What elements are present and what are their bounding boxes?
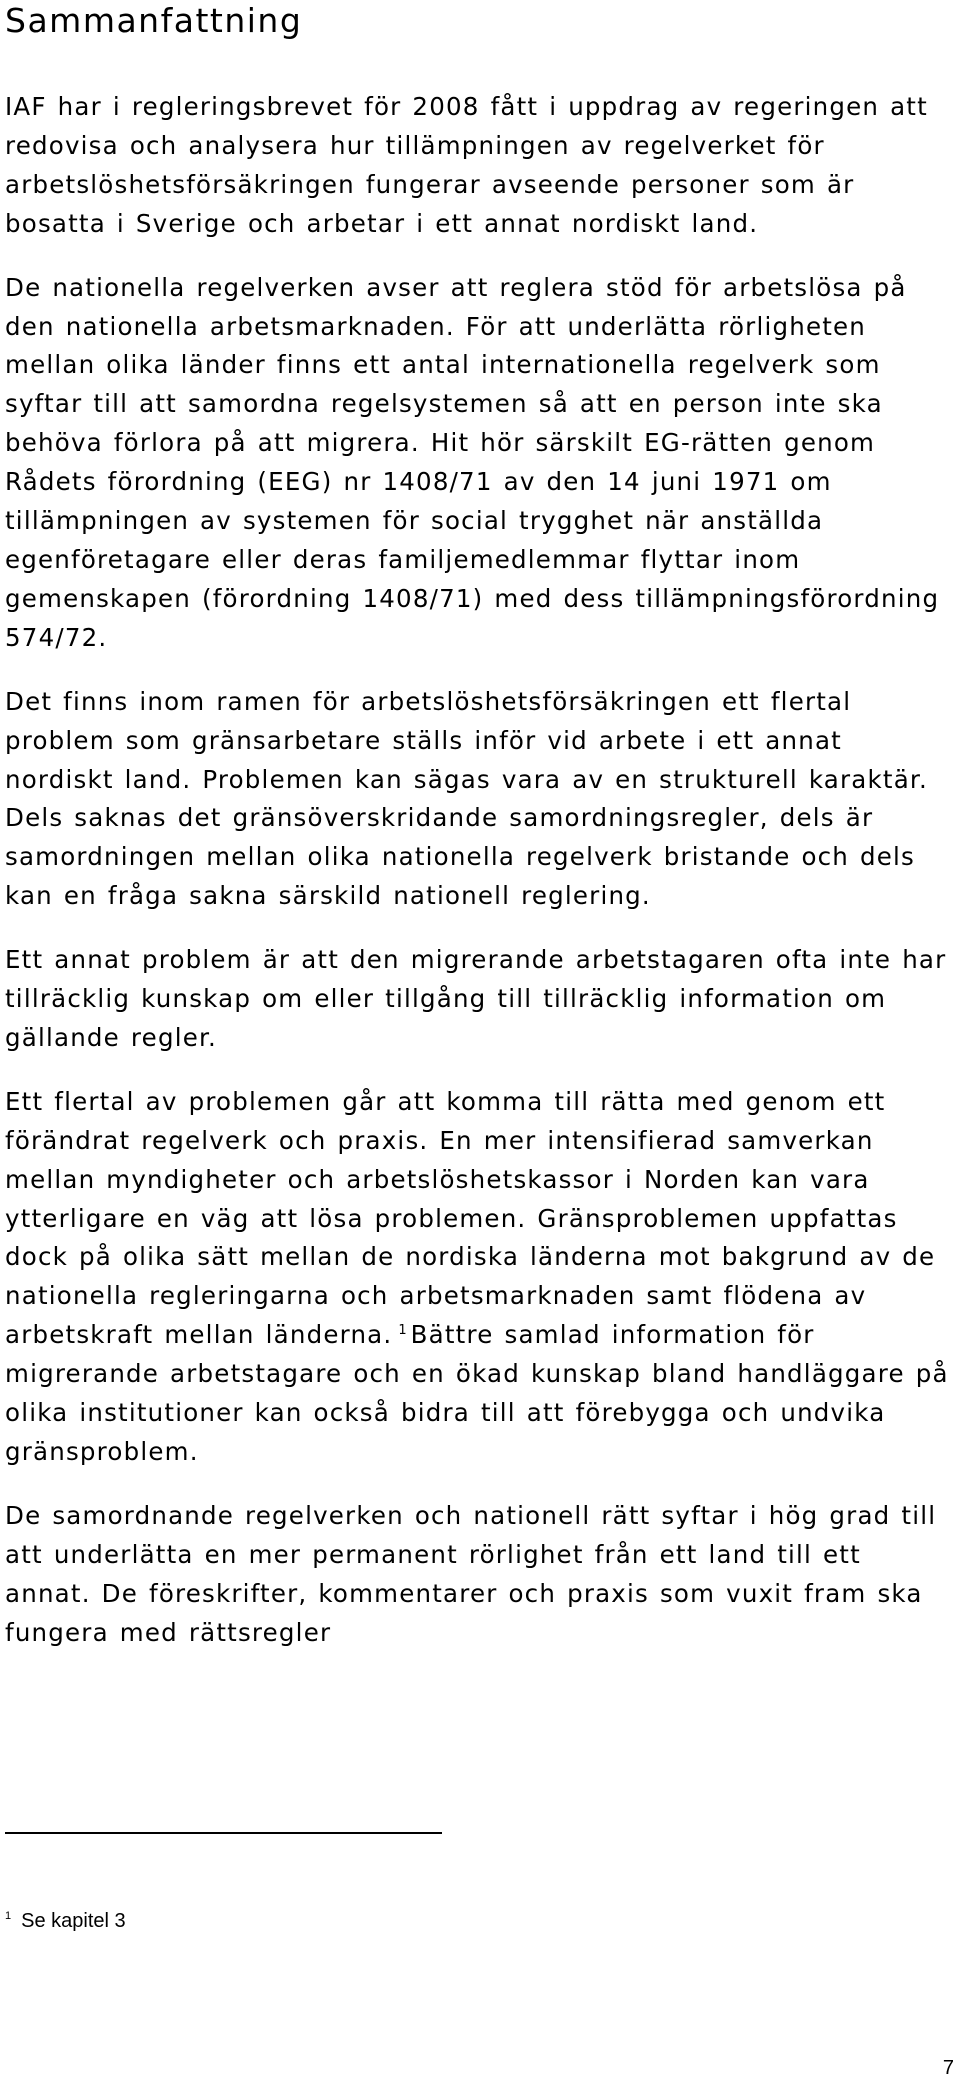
footnote-number: 1 — [5, 1910, 12, 1923]
paragraph-assignment: IAF har i regleringsbrevet för 2008 fått i uppdrag av regeringen att redovisa och analysera hur tillämpningen av regelverket för arbetslöshetsförsäkringen fungerar avseende personer som är bosatta i Sverige och arbetar i ett annat nordiskt land. — [5, 92, 928, 238]
paragraph-solutions — [5, 1083, 950, 1472]
footnote-divider — [5, 1832, 442, 1834]
paragraph-coordination: De samordnande regelverken och nationell rätt syftar i hög grad till att underlätta en mer permanent rörlighet från ett land till ett annat. De föreskrifter, kommentarer och praxis som vuxit fram ska fungera med rättsregler — [5, 1500, 937, 1647]
paragraph-regulations: De nationella regelverken avser att reglera stöd för arbetslösa på den nationella arbetsmarknaden. För att underlätta rörligheten mellan olika länder finns ett antal internationella regelverk som syftar till att samordna regelsystemen så att en person inte ska behöva förlora på att migrera. Hit hör särskilt EG-rätten genom Rådets förordning (EEG) nr 1408/71 av den 14 juni 1971 om tillämpningen av systemen för social trygghet när anställda egenföretagare eller deras familjemedlemmar flyttar inom gemenskapen (förordning 1408/71) med dess tillämpningsförordning 574/72. — [5, 272, 940, 652]
paragraph-knowledge: Ett annat problem är att den migrerande arbetstagaren ofta inte har tillräcklig kunskap om eller tillgång till tillräcklig information om gällande regler. — [5, 945, 947, 1052]
paragraph-problems: Det finns inom ramen för arbetslöshetsförsäkringen ett flertal problem som gränsarbetare ställs inför vid arbete i ett annat nordiskt land. Problemen kan sägas vara av en strukturell karaktär. Dels saknas det gränsöverskridande samordningsregler, dels är samordningen mellan olika nationella regelverk bristande och dels kan en fråga sakna särskild nationell reglering. — [5, 686, 928, 911]
footnote-text: Se kapitel 3 — [21, 1910, 126, 1932]
footnote-reference[interactable]: 1 — [398, 1323, 407, 1339]
page-title: Sammanfattning — [5, 1, 303, 40]
footnote — [5, 1908, 126, 1934]
paragraph-solutions-part-1: Ett flertal av problemen går att komma till rätta med genom ett förändrat regelverk och praxis. En mer intensifierad samverkan mellan myndigheter och arbetslöshetskassor i Norden kan vara ytterligare en väg att lösa problemen. Gränsproblemen uppfattas dock på olika sätt mellan de nordiska länderna mot bakgrund av de nationella regleringarna och arbetsmarknaden samt flödena av arbetskraft mellan länderna. — [5, 1086, 936, 1350]
paragraph-solutions-part-2: Bättre samlad information för migrerande arbetstagare och en ökad kunskap bland handläggare på olika institutioner kan också bidra till att förebygga och undvika gränsproblem. — [5, 1320, 949, 1466]
body-text — [5, 88, 950, 1678]
page-number: 7 — [942, 2057, 954, 2079]
